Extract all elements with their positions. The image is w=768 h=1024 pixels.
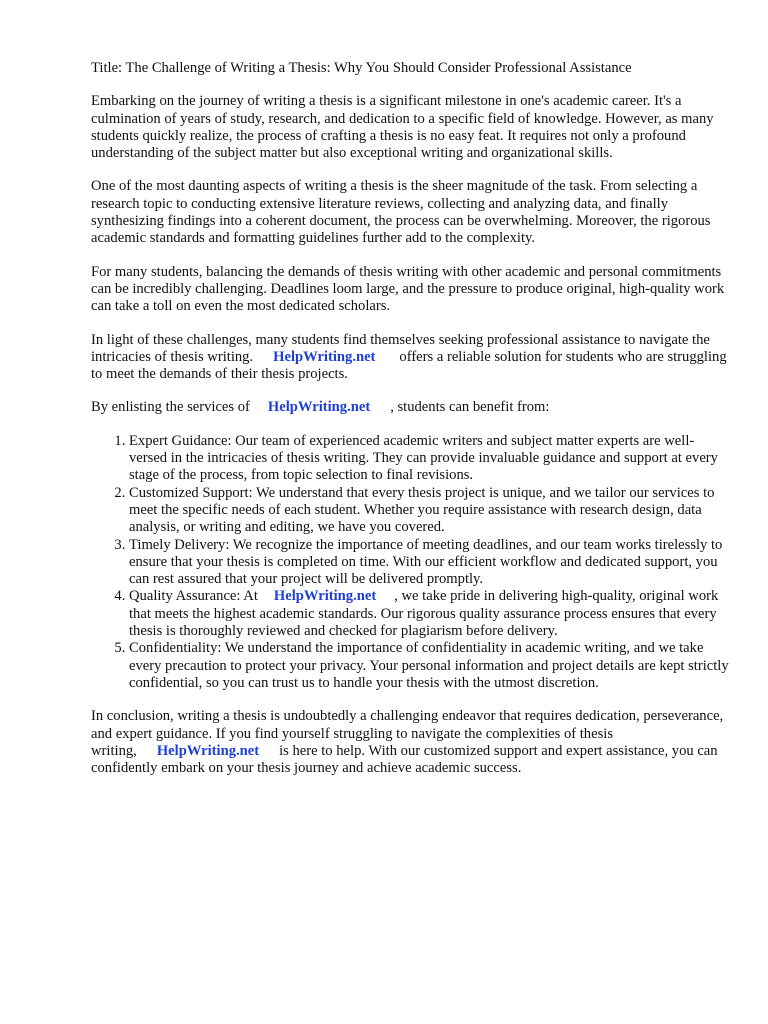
paragraph-conclusion-after: is here to help. With our customized support and expert assistance, you can confidently embark on your thesis journey and achieve academic success. — [91, 742, 718, 777]
document-page — [91, 60, 731, 793]
paragraph-assistance — [91, 332, 731, 384]
list-item: 1. Expert Guidance: Our team of experienced academic writers and subject matter experts are well-versed in the intricacies of thesis writing. They can provide invaluable guidance and support at every stage of the process, from topic selection to final revisions. — [129, 433, 731, 485]
helpwriting-link[interactable]: HelpWriting.net — [273, 348, 376, 365]
paragraph-enlisting-before: By enlisting the services of — [91, 399, 250, 416]
helpwriting-link[interactable]: HelpWriting.net — [267, 399, 371, 416]
helpwriting-link[interactable]: HelpWriting.net — [273, 588, 377, 605]
paragraph-assistance-before: In light of these challenges, many students find themselves seeking professional assistance to navigate the intricacies of thesis writing. — [91, 331, 710, 365]
paragraph-conclusion-before: In conclusion, writing a thesis is undoubtedly a challenging endeavor that requires dedication, perseverance, and expert guidance. If you find yourself struggling to navigate the complexities of thesis writing, — [91, 708, 724, 759]
paragraph-conclusion — [91, 708, 731, 777]
list-item — [129, 588, 731, 640]
list-item: 3. Timely Delivery: We recognize the importance of meeting deadlines, and our team works tirelessly to ensure that your thesis is completed on time. With our efficient workflow and dedicated support, you can rest assured that your project will be delivered promptly. — [129, 537, 731, 589]
item-quality-after: , we take pride in delivering high-quality, original work that meets the highest academic standards. Our rigorous quality assurance process ensures that every thesis is thoroughly reviewed and checked for plagiarism before delivery. — [129, 588, 719, 640]
list-item: 5. Confidentiality: We understand the importance of confidentiality in academic writing, and we take every precaution to protect your privacy. Your personal information and project details are kept strictly confidential, so you can trust us to handle your thesis with the utmost discretion. — [129, 640, 731, 692]
paragraph-enlisting-after: , students can benefit from: — [390, 399, 550, 416]
document-title: Title: The Challenge of Writing a Thesis: Why You Should Consider Professional Assistance — [91, 60, 632, 76]
paragraph-balancing: For many students, balancing the demands of thesis writing with other academic and personal commitments can be incredibly challenging. Deadlines loom large, and the pressure to produce original, high-quality work can take a toll on even the most dedicated scholars. — [91, 263, 725, 315]
list-item: 2. Customized Support: We understand that every thesis project is unique, and we tailor our services to meet the specific needs of each student. Whether you require assistance with research design, data analysis, or writing and editing, we have you covered. — [129, 485, 731, 537]
item-quality-before: Quality Assurance: At — [129, 588, 258, 605]
paragraph-enlisting — [91, 399, 731, 416]
paragraph-assistance-after: offers a reliable solution for students who are struggling to meet the demands of their thesis projects. — [91, 348, 727, 383]
paragraph-intro: Embarking on the journey of writing a thesis is a significant milestone in one's academic career. It's a culmination of years of study, research, and dedication to a specific field of knowledge. However, as many students quickly realize, the process of crafting a thesis is no easy feat. It requires not only a profound understanding of the subject matter but also exceptional writing and organizational skills. — [91, 93, 714, 162]
helpwriting-link[interactable]: HelpWriting.net — [156, 742, 260, 759]
paragraph-magnitude: One of the most daunting aspects of writing a thesis is the sheer magnitude of the task. From selecting a research topic to conducting extensive literature reviews, collecting and analyzing data, and finally synthesizing findings into a coherent document, the process can be overwhelming. Moreover, the rigorous academic standards and formatting guidelines further add to the complexity. — [91, 178, 711, 247]
benefits-list — [91, 433, 731, 692]
